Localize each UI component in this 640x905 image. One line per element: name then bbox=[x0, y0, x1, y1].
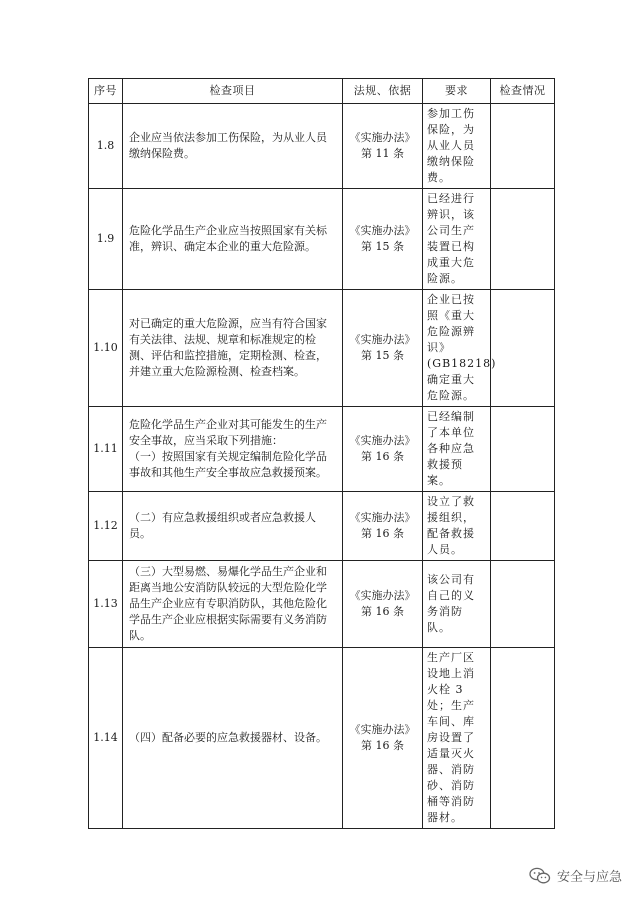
wechat-icon bbox=[529, 867, 551, 885]
row-item: （二）有应急救援组织或者应急救援人员。 bbox=[123, 492, 343, 561]
table-row bbox=[89, 189, 555, 290]
row-item: （三）大型易燃、易爆化学品生产企业和距离当地公安消防队较远的大型危险化学品生产企业应有专职消防队，其他危险化学品生产企业应根据实际需要有义务消防队。 bbox=[123, 561, 343, 648]
row-no: 1.8 bbox=[89, 104, 123, 189]
header-req: 要求 bbox=[423, 79, 491, 104]
row-result[interactable] bbox=[491, 407, 555, 492]
header-result: 检查情况 bbox=[491, 79, 555, 104]
row-law: 《实施办法》 第 16 条 bbox=[343, 492, 423, 561]
row-no: 1.11 bbox=[89, 407, 123, 492]
row-result[interactable] bbox=[491, 648, 555, 829]
row-law: 《实施办法》 第 16 条 bbox=[343, 561, 423, 648]
row-result[interactable] bbox=[491, 290, 555, 407]
row-law: 《实施办法》 第 15 条 bbox=[343, 189, 423, 290]
header-item: 检查项目 bbox=[123, 79, 343, 104]
row-law: 《实施办法》 第 16 条 bbox=[343, 407, 423, 492]
row-law: 《实施办法》 第 11 条 bbox=[343, 104, 423, 189]
row-no: 1.13 bbox=[89, 561, 123, 648]
row-no: 1.9 bbox=[89, 189, 123, 290]
table-row bbox=[89, 648, 555, 829]
row-no: 1.14 bbox=[89, 648, 123, 829]
table-row bbox=[89, 104, 555, 189]
table-row bbox=[89, 407, 555, 492]
row-result[interactable] bbox=[491, 104, 555, 189]
row-req: 生产厂区设地上消火栓 3 处；生产车间、库房设置了适量灭火器、消防砂、消防桶等消防器材。 bbox=[423, 648, 491, 829]
row-no: 1.10 bbox=[89, 290, 123, 407]
header-law: 法规、依据 bbox=[343, 79, 423, 104]
watermark-text: 安全与应急 bbox=[556, 870, 622, 885]
header-no: 序号 bbox=[89, 79, 123, 104]
row-law: 《实施办法》 第 15 条 bbox=[343, 290, 423, 407]
row-result[interactable] bbox=[491, 561, 555, 648]
row-result[interactable] bbox=[491, 189, 555, 290]
row-item: 对已确定的重大危险源，应当有符合国家有关法律、法规、规章和标准规定的检测、评估和监控措施，定期检测、检查，并建立重大危险源检测、检查档案。 bbox=[123, 290, 343, 407]
row-item: 危险化学品生产企业对其可能发生的生产安全事故，应当采取下列措施： （一）按照国家有关规定编制危险化学品事故和其他生产安全事故应急救援预案。 bbox=[123, 407, 343, 492]
row-law: 《实施办法》 第 16 条 bbox=[343, 648, 423, 829]
row-item: （四）配备必要的应急救援器材、设备。 bbox=[123, 648, 343, 829]
row-item: 危险化学品生产企业应当按照国家有关标准，辨识、确定本企业的重大危险源。 bbox=[123, 189, 343, 290]
row-req: 该公司有自己的义务消防队。 bbox=[423, 561, 491, 648]
account-watermark bbox=[529, 866, 622, 885]
row-result[interactable] bbox=[491, 492, 555, 561]
row-req: 设立了救援组织，配备救援人员。 bbox=[423, 492, 491, 561]
row-req: 已经进行辨识，该公司生产装置已构成重大危险源。 bbox=[423, 189, 491, 290]
row-no: 1.12 bbox=[89, 492, 123, 561]
inspection-table bbox=[88, 78, 555, 829]
row-req: 已经编制了本单位各种应急救援预案。 bbox=[423, 407, 491, 492]
row-req: 企业已按照《重大危险源辨识》(GB18218)确定重大危险源。 bbox=[423, 290, 491, 407]
table-row bbox=[89, 290, 555, 407]
row-req: 参加工伤保险，为从业人员缴纳保险费。 bbox=[423, 104, 491, 189]
header-row bbox=[89, 79, 555, 104]
table-row bbox=[89, 492, 555, 561]
table-row bbox=[89, 561, 555, 648]
row-item: 企业应当依法参加工伤保险，为从业人员缴纳保险费。 bbox=[123, 104, 343, 189]
